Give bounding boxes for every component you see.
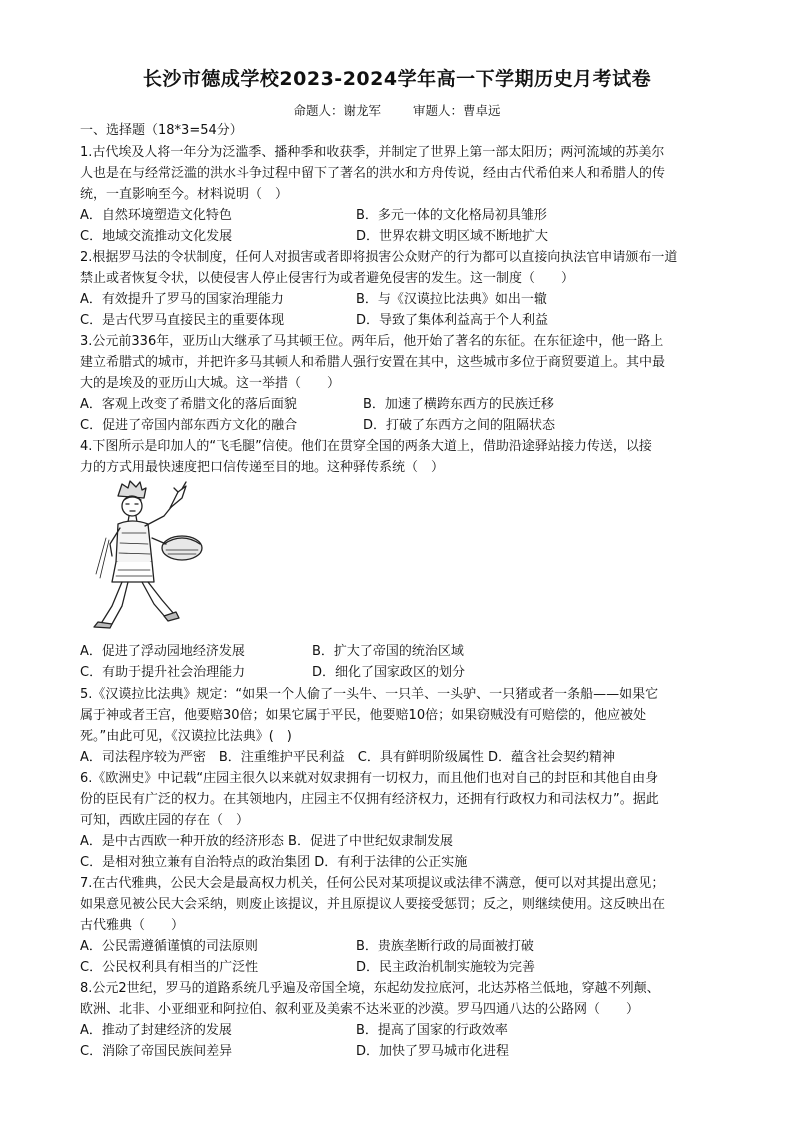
messenger-drawing (82, 478, 234, 638)
question-1-line-2: 人也是在与经常泛滥的洪水斗争过程中留下了著名的洪水和方舟传说，经由古代希伯来人和希腊人的传 (80, 166, 666, 181)
question-5-line-3: 死。”由此可见，《汉谟拉比法典》( ) (80, 729, 292, 744)
question-5-options: A．司法程序较为严密 B．注重维护平民利益 C．具有鲜明阶级属性 D．蕴含社会契约精神 (80, 750, 616, 765)
question-3-line-3: 大的是埃及的亚历山大城。这一举措（ ） (80, 376, 341, 391)
question-4-line-1: 4.下图所示是印加人的“飞毛腿”信使。他们在贯穿全国的两条大道上，借助沿途驿站接力传送，以接 (80, 439, 652, 454)
question-2-option-c: C．是古代罗马直接民主的重要体现 (80, 313, 285, 328)
question-1-option-d: D．世界农耕文明区域不断地扩大 (356, 229, 549, 244)
inca-messenger-illustration (82, 478, 234, 638)
author-label: 命题人：谢龙军 (293, 103, 381, 118)
question-7-option-d: D．民主政治机制实施较为完善 (356, 960, 536, 975)
question-2-option-b: B．与《汉谟拉比法典》如出一辙 (356, 292, 547, 307)
question-1-option-b: B．多元一体的文化格局初具雏形 (356, 208, 547, 223)
question-5-line-2: 属于神或者王宫，他要赔30倍；如果它属于平民，他要赔10倍；如果窃贼没有可赔偿的，他应被处 (80, 708, 647, 723)
question-7-option-a: A．公民需遵循谨慎的司法原则 (80, 939, 258, 954)
question-3-line-2: 建立希腊式的城市，并把许多马其顿人和希腊人强行安置在其中，这些城市多位于商贸要道上。其中最 (80, 355, 666, 370)
reviewer-label: 审题人：曹卓远 (412, 103, 501, 118)
question-4-option-d: D．细化了国家政区的划分 (312, 665, 466, 680)
question-3-option-d: D．打破了东西方之间的阻隔状态 (363, 418, 556, 433)
question-7-line-1: 7.在古代雅典，公民大会是最高权力机关，任何公民对某项提议或法律不满意，便可以对其提出意见； (80, 876, 665, 891)
question-3-option-b: B．加速了横跨东西方的民族迁移 (363, 397, 554, 412)
question-8-line-1: 8.公元2世纪，罗马的道路系统几乎遍及帝国全境，东起幼发拉底河，北达苏格兰低地，穿越不列颠、 (80, 981, 660, 996)
question-8-option-c: C．消除了帝国民族间差异 (80, 1044, 233, 1059)
question-6-line-2: 份的臣民有广泛的权力。在其领地内，庄园主不仅拥有经济权力，还拥有行政权力和司法权力”。据此 (80, 792, 659, 807)
question-2-line-2: 禁止或者恢复令状，以使侵害人停止侵害行为或者避免侵害的发生。这一制度（ ） (80, 271, 575, 286)
question-5-line-1: 5.《汉谟拉比法典》规定：“如果一个人偷了一头牛、一只羊、一头驴、一只猪或者一条船——如果它 (80, 687, 659, 702)
question-2-option-d: D．导致了集体利益高于个人利益 (356, 313, 549, 328)
question-7-option-b: B．贵族垄断行政的局面被打破 (356, 939, 534, 954)
question-8-option-b: B．提高了国家的行政效率 (356, 1023, 508, 1038)
question-1-option-a: A．自然环境塑造文化特色 (80, 208, 232, 223)
question-7-line-3: 古代雅典（ ） (80, 918, 185, 933)
question-4-option-c: C．有助于提升社会治理能力 (80, 665, 246, 680)
question-3-option-a: A．客观上改变了希腊文化的落后面貌 (80, 397, 297, 412)
question-4-line-2: 力的方式用最快速度把口信传递至目的地。这种驿传系统（ ） (80, 460, 445, 475)
page-title: 长沙市德成学校2023-2024学年高一下学期历史月考试卷 (142, 68, 652, 90)
question-3-option-c: C．促进了帝国内部东西方文化的融合 (80, 418, 298, 433)
question-1-option-c: C．地域交流推动文化发展 (80, 229, 233, 244)
question-2-line-1: 2.根据罗马法的令状制度，任何人对损害或者即将损害公众财产的行为都可以直接向执法官申请颁布一道 (80, 250, 678, 265)
question-8-line-2: 欧洲、北非、小亚细亚和阿拉伯、叙利亚及美索不达米亚的沙漠。罗马四通八达的公路网（ ） (80, 1002, 640, 1017)
question-4-option-a: A．促进了浮动园地经济发展 (80, 644, 245, 659)
question-6-options-line-1: A．是中古西欧一种开放的经济形态 B．促进了中世纪奴隶制发展 (80, 834, 453, 849)
question-8-option-d: D．加快了罗马城市化进程 (356, 1044, 510, 1059)
question-1-line-1: 1.古代埃及人将一年分为泛滥季、播种季和收获季，并制定了世界上第一部太阳历；两河流域的苏美尔 (80, 145, 665, 160)
question-6-line-1: 6.《欧洲史》中记载“庄园主很久以来就对奴隶拥有一切权力，而且他们也对自己的封臣和其他自由身 (80, 771, 659, 786)
question-4-option-b: B．扩大了帝国的统治区域 (312, 644, 464, 659)
question-6-options-line-2: C．是相对独立兼有自治特点的政治集团 D．有利于法律的公正实施 (80, 855, 468, 870)
question-2-option-a: A．有效提升了罗马的国家治理能力 (80, 292, 284, 307)
question-1-line-3: 统，一直影响至今。材料说明（ ） (80, 187, 289, 202)
question-7-line-2: 如果意见被公民大会采纳，则废止该提议，并且原提议人要接受惩罚；反之，则继续使用。这反映出在 (80, 897, 666, 912)
question-8-option-a: A．推动了封建经济的发展 (80, 1023, 232, 1038)
question-6-line-3: 可知，西欧庄园的存在（ ） (80, 813, 250, 828)
question-7-option-c: C．公民权利具有相当的广泛性 (80, 960, 259, 975)
question-3-line-1: 3.公元前336年，亚历山大继承了马其顿王位。两年后，他开始了著名的东征。在东征途中，他一路上 (80, 334, 664, 349)
authors-line (0, 101, 794, 119)
section-heading: 一、选择题（18*3=54分） (80, 123, 243, 138)
